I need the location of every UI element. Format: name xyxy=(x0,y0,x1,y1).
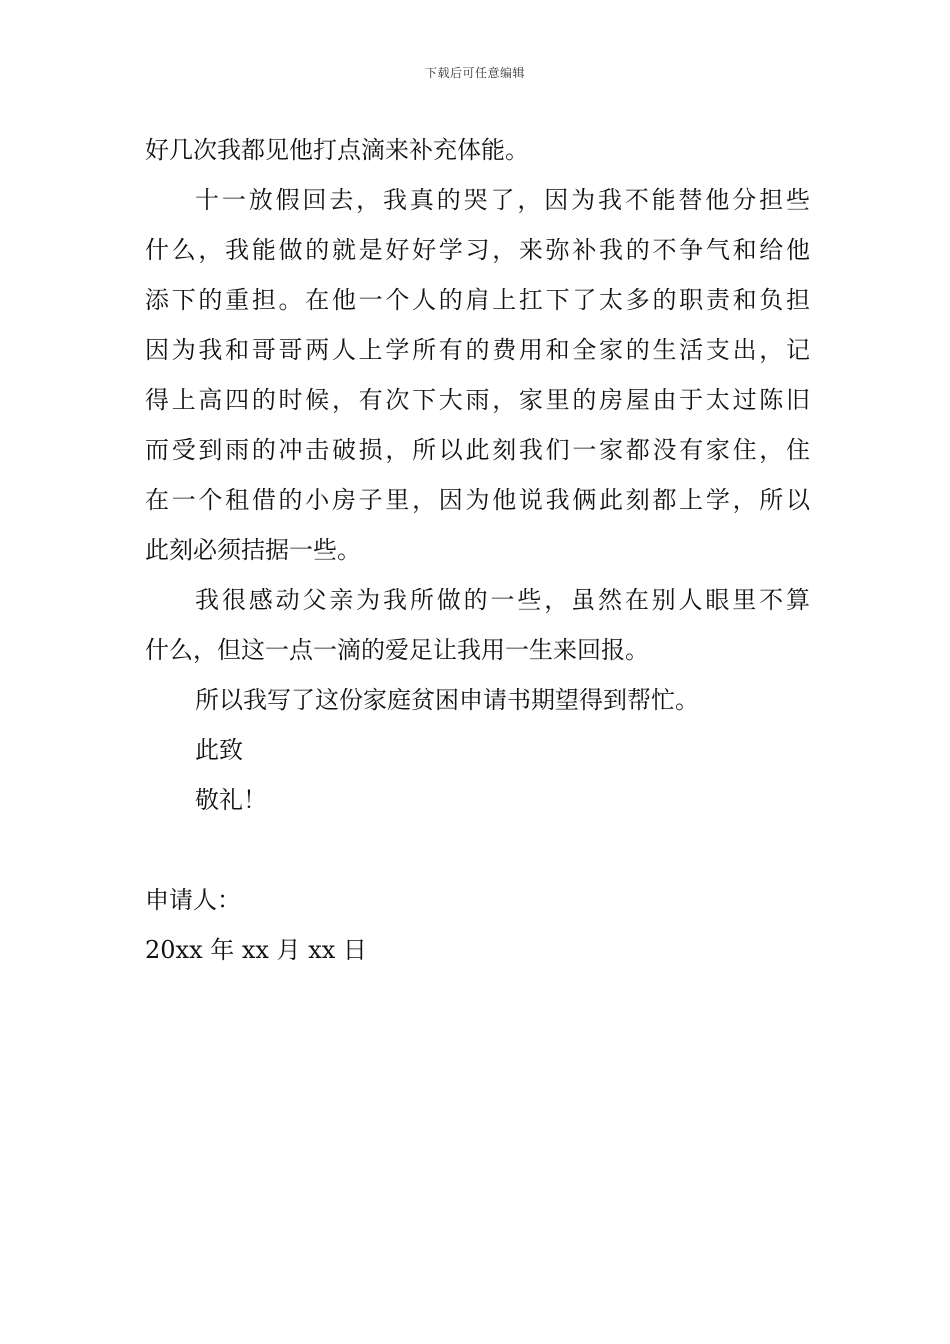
text-line: 什么，但这一点一滴的爱足让我用一生来回报。 xyxy=(145,636,649,664)
text-line: 所以我写了这份家庭贫困申请书期望得到帮忙。 xyxy=(195,686,699,714)
text-line: 添下的重担。在他一个人的肩上扛下了太多的职责和负担 xyxy=(145,286,810,314)
document-body xyxy=(145,125,810,975)
text-line: 得上高四的时候，有次下大雨，家里的房屋由于太过陈旧 xyxy=(145,386,810,414)
text-line: 什么，我能做的就是好好学习，来弥补我的不争气和给他 xyxy=(145,236,810,264)
page-header: 下载后可任意编辑 xyxy=(424,66,525,80)
blank-line xyxy=(145,825,810,875)
text-line: 此刻必须拮据一些。 xyxy=(145,536,361,564)
text-line: 因为我和哥哥两人上学所有的费用和全家的生活支出，记 xyxy=(145,336,810,364)
text-line: 而受到雨的冲击破损，所以此刻我们一家都没有家住，住 xyxy=(145,436,810,464)
text-line: 好几次我都见他打点滴来补充体能。 xyxy=(145,136,529,164)
closing-regards: 敬礼！ xyxy=(195,786,267,814)
text-line: 在一个租借的小房子里，因为他说我俩此刻都上学，所以 xyxy=(145,486,810,514)
applicant-label: 申请人： xyxy=(145,886,241,914)
text-line: 十一放假回去，我真的哭了，因为我不能替他分担些 xyxy=(195,186,810,214)
signature-date: 20xx 年 xx 月 xx 日 xyxy=(145,936,367,964)
closing-salutation: 此致 xyxy=(195,736,243,764)
text-line: 我很感动父亲为我所做的一些，虽然在别人眼里不算 xyxy=(195,586,810,614)
